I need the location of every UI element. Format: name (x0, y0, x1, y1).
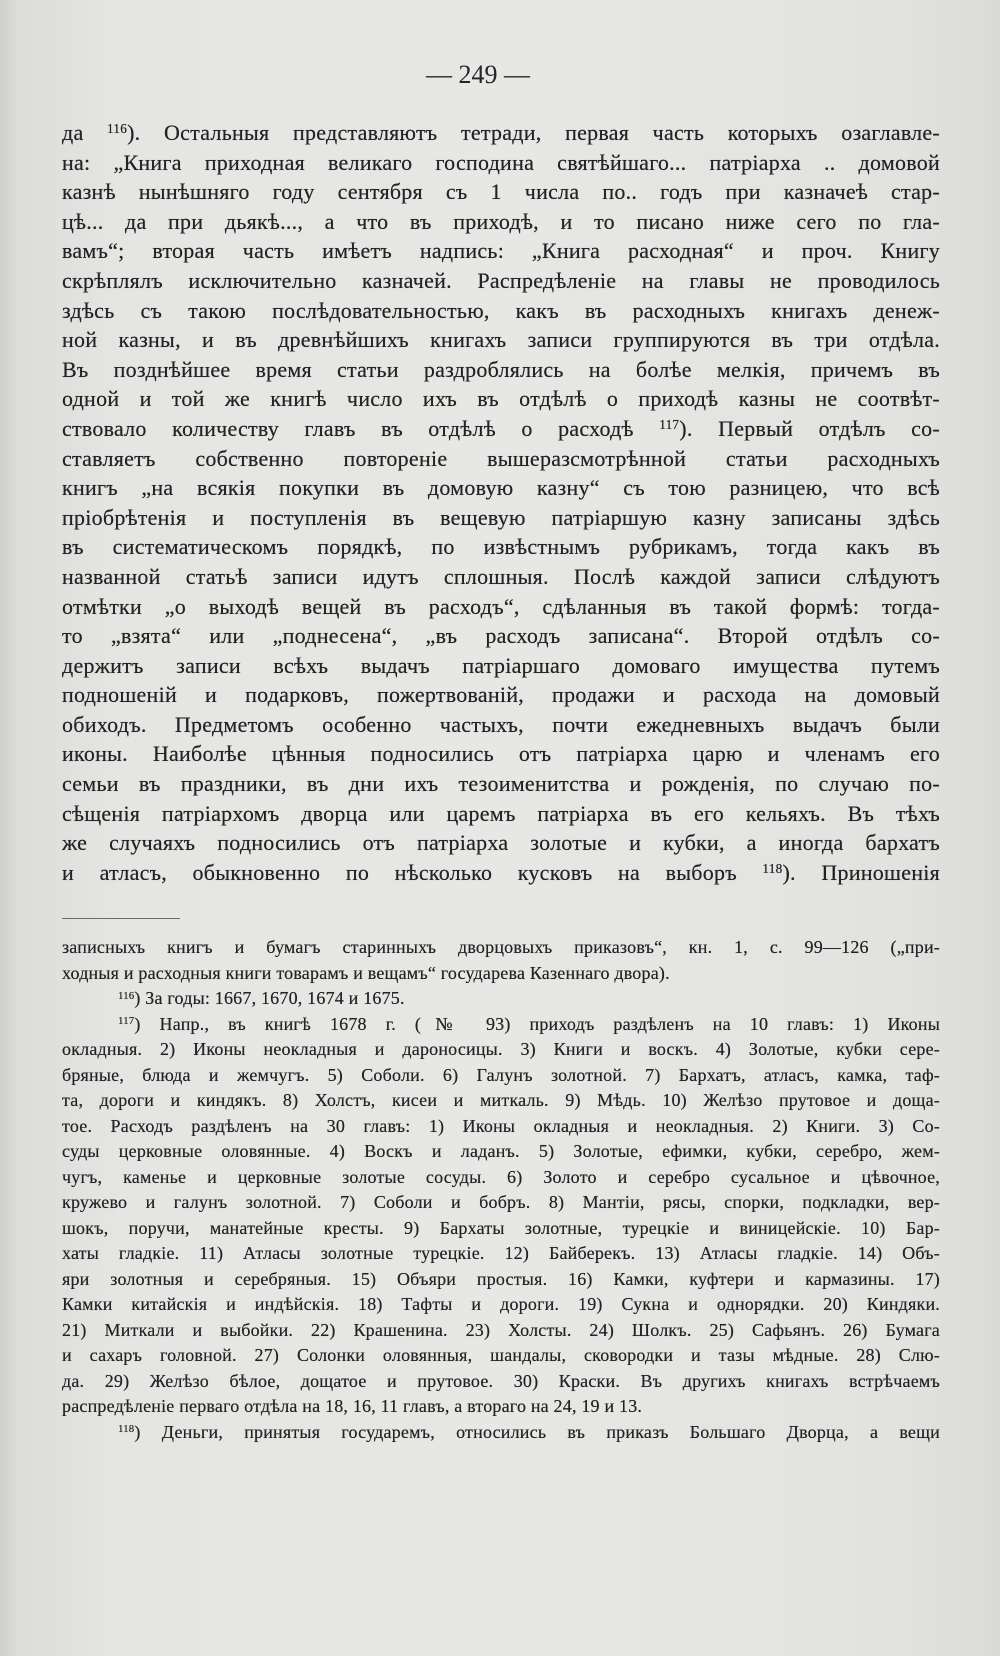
text-line: пріобрѣтенія и поступленія въ вещевую патріаршую казну записаны здѣсь (62, 504, 940, 530)
footnote-text: ) За годы: 1667, 1670, 1674 и 1675. (134, 988, 405, 1008)
text-fragment: ствовало количеству главъ въ отдѣлѣ о расходѣ (62, 415, 660, 441)
text-line: на: „Книга приходная великаго господина святѣйшаго... патріарха .. домовой (62, 149, 940, 175)
footnote-line: да. 29) Желѣзо бѣлое, дощатое и прутовое. 30) Краски. Въ другихъ книгахъ встрѣчаемъ (62, 1370, 940, 1391)
footnotes (62, 935, 940, 1445)
text-line: отмѣтки „о выходѣ вещей въ расходъ“, сдѣланныя въ такой формѣ: тогда- (62, 593, 940, 619)
footnote-line: записныхъ книгъ и бумагъ старинныхъ дворцовыхъ приказовъ“, кн. 1, с. 99—126 („при- (62, 937, 940, 957)
text-line (62, 858, 940, 888)
text-line: ставляетъ собственно повтореніе вышеразсмотрѣнной статьи расходныхъ (62, 445, 940, 471)
text-line: ной казны, и въ древнѣйшихъ книгахъ записи группируются въ три отдѣла. (62, 327, 940, 353)
footnote-line (62, 1420, 940, 1446)
text-line: названной статьѣ записи идутъ сплошныя. Послѣ каждой записи слѣдуютъ (62, 563, 940, 589)
footnote-line: 21) Миткали и выбойки. 22) Крашенина. 23) Холсты. 24) Шолкъ. 25) Сафьянъ. 26) Бумага (62, 1319, 940, 1340)
text-line: цѣ... да при дьякѣ..., а что въ приходѣ, и то писано ниже сего по гла- (62, 208, 940, 234)
text-line: въ систематическомъ порядкѣ, по извѣстнымъ рубрикамъ, тогда какъ въ (62, 534, 940, 560)
footnote-line: шокъ, поручи, манатейные кресты. 9) Бархаты золотные, турецкіе и виницейскіе. 10) Бар- (62, 1217, 940, 1238)
footnote-text: ) Напр., въ книгѣ 1678 г. (№ 93) приходъ раздѣленъ на 10 главъ: 1) Иконы (134, 1013, 940, 1034)
footnote-line: Камки китайскія и индѣйскія. 18) Тафты и дороги. 19) Сукна и однорядки. 20) Киндяки. (62, 1294, 940, 1314)
footnote-line: распредѣленіе перваго отдѣла на 18, 16, 11 главъ, а втораго на 24, 19 и 13. (62, 1396, 643, 1416)
text-fragment: ). Остальныя представляютъ тетради, первая часть которыхъ озаглавле- (127, 120, 940, 145)
footnote-ref: 118 (762, 861, 783, 877)
text-fragment: и атласъ, обыкновенно по нѣсколько кусковъ на выборъ (62, 859, 763, 885)
text-fragment: ). Приношенія (782, 859, 940, 885)
text-line: иконы. Наиболѣе цѣнныя подносились отъ патріарха царю и членамъ его (62, 741, 940, 767)
footnote-line (62, 1012, 940, 1038)
footnote-text: ) Деньги, принятыя государемъ, относились въ приказъ Большаго Дворца, а вещи (134, 1421, 940, 1442)
footnote-line: бряные, блюда и жемчугъ. 5) Соболи. 6) Галунъ золотной. 7) Бархатъ, атласъ, камка, таф- (62, 1064, 940, 1085)
text-line: то „взята“ или „поднесена“, „въ расходъ записана“. Второй отдѣлъ со- (62, 623, 940, 649)
text-line: подношеній и подарковъ, пожертвованій, продажи и расхода на домовый (62, 682, 940, 708)
text-line: держитъ записи всѣхъ выдачъ патріаршаго домоваго имущества путемъ (62, 652, 940, 678)
footnote-line: та, дороги и киндякъ. 8) Холстъ, кисеи и миткаль. 9) Мѣдь. 10) Желѣзо прутовое и доща- (62, 1090, 940, 1110)
footnote-line (62, 986, 940, 1012)
footnote-line: тое. Расходъ раздѣленъ на 30 главъ: 1) Иконы окладныя и неокладныя. 2) Книги. 3) Со- (62, 1115, 940, 1136)
footnote-line: окладныя. 2) Иконы неокладныя и дароносицы. 3) Книги и воскъ. 4) Золотые, кубки сере- (62, 1039, 940, 1059)
text-line (62, 118, 940, 148)
footnote-line: и сахаръ головной. 27) Солонки оловянныя, шандалы, сковородки и тазы мѣдные. 28) Слю- (62, 1345, 940, 1365)
footnote-number: 118 (118, 1423, 135, 1436)
text-line (62, 414, 940, 444)
text-fragment: ). Первый отдѣлъ со- (679, 415, 940, 441)
text-line: казнѣ нынѣшняго году сентября съ 1 числа по.. годъ при казначеѣ стар- (62, 179, 940, 205)
text-line: вамъ“; вторая часть имѣетъ надпись: „Книга расходная“ и проч. Книгу (62, 238, 940, 264)
footnote-line: суды церковные оловянные. 4) Воскъ и ладанъ. 5) Золотые, ефимки, кубки, серебро, жем- (62, 1141, 940, 1161)
footnote-number: 116 (118, 989, 135, 1002)
footnote-line: ходныя и расходныя книги товарамъ и вещамъ“ государева Казеннаго двора). (62, 962, 670, 983)
text-line: сѣщенія патріархомъ дворца или царемъ патріарха въ его кельяхъ. Въ тѣхъ (62, 800, 940, 826)
text-line: книгъ „на всякія покупки въ домовую казну“ съ тою разницею, что всѣ (62, 475, 940, 501)
footnote-line: кружево и галунъ золотной. 7) Соболи и бобръ. 8) Мантіи, рясы, спорки, подкладки, вер- (62, 1192, 940, 1212)
footnote-line: яри золотныя и серебряныя. 15) Объяри простыя. 16) Камки, куфтери и кармазины. 17) (62, 1268, 940, 1289)
footnote-separator (62, 918, 180, 919)
footnote-line: хаты гладкіе. 11) Атласы золотные турецкіе. 12) Байберекъ. 13) Атласы гладкіе. 14) Объ- (62, 1243, 940, 1263)
text-line: одной и той же книгѣ число ихъ въ отдѣлѣ о приходѣ казны не соотвѣт- (62, 386, 940, 412)
text-line: скрѣплялъ исключительно казначей. Распредѣленіе на главы не проводилось (62, 267, 940, 293)
text-line: здѣсь съ такою послѣдовательностью, какъ въ расходныхъ книгахъ денеж- (62, 297, 940, 323)
page-number: — 249 — (426, 60, 530, 89)
footnote-ref: 116 (107, 121, 128, 137)
footnote-number: 117 (118, 1015, 135, 1028)
text-line: Въ позднѣйшее время статьи раздроблялись на болѣе мелкія, причемъ въ (62, 356, 940, 382)
main-text (62, 118, 940, 887)
text-fragment: да (62, 120, 108, 145)
text-line: же случаяхъ подносились отъ патріарха золотые и кубки, а иногда бархатъ (62, 830, 940, 856)
footnote-line: чугъ, каменье и церковные золотые сосуды. 6) Золото и серебро сусальное и цѣвочное, (62, 1166, 940, 1187)
text-line: семьи въ праздники, въ дни ихъ тезоименитства и рожденія, по случаю по- (62, 771, 940, 797)
footnote-ref: 117 (659, 417, 680, 433)
text-line: обиходъ. Предметомъ особенно частыхъ, почти ежедневныхъ выдачъ были (62, 711, 940, 737)
